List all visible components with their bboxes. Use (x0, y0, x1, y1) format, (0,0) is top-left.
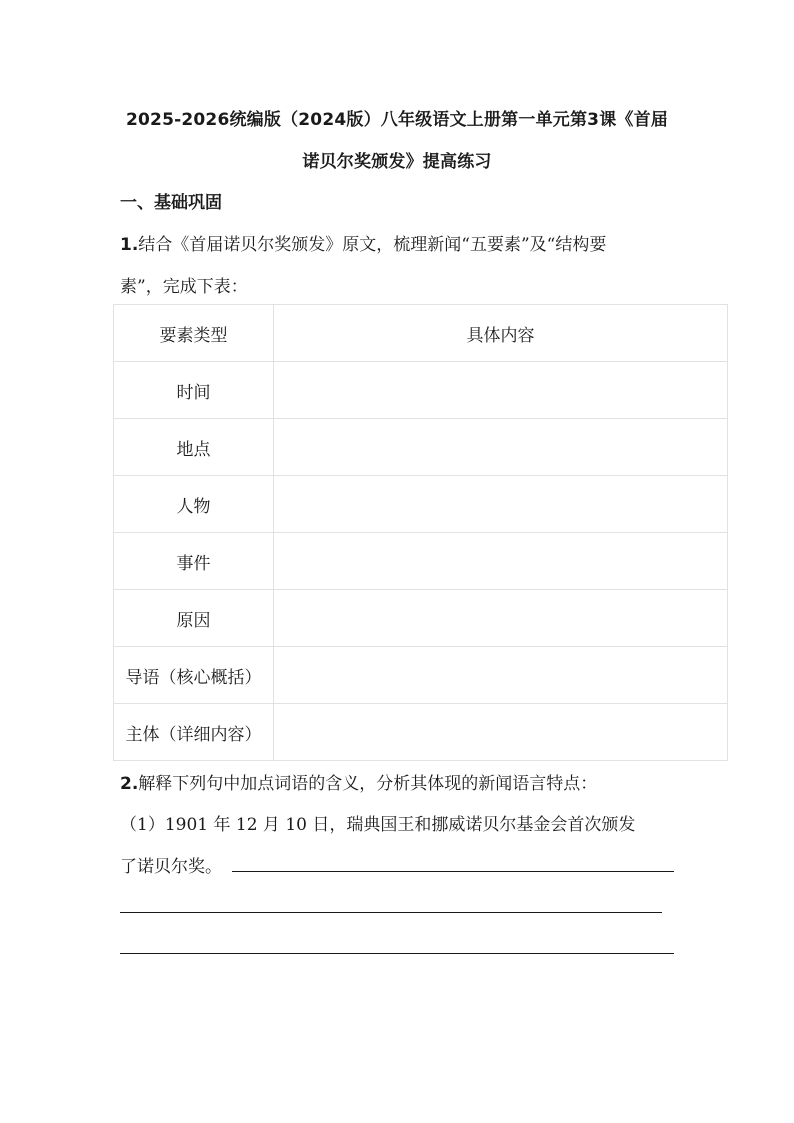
question-1-number: 1. (120, 235, 139, 255)
answer-cell-event[interactable] (274, 533, 728, 590)
question-1-line-2: 素”，完成下表： (120, 277, 248, 297)
answer-blank-line-3[interactable] (120, 953, 674, 954)
answer-cell-people[interactable] (274, 476, 728, 533)
answer-cell-lead[interactable] (274, 647, 728, 704)
table-row (114, 362, 728, 419)
row-label-lead: 导语（核心概括） (114, 647, 274, 704)
row-label-body: 主体（详细内容） (114, 704, 274, 761)
row-label-event: 事件 (114, 533, 274, 590)
table-row (114, 419, 728, 476)
header-element-type: 要素类型 (114, 305, 274, 362)
question-2-line (120, 769, 597, 794)
row-label-time: 时间 (114, 362, 274, 419)
header-specific-content: 具体内容 (274, 305, 728, 362)
table-row (114, 647, 728, 704)
news-elements-table (113, 304, 728, 761)
question-2-text: 解释下列句中加点词语的含义，分析其体现的新闻语言特点： (138, 774, 598, 794)
answer-blank-line-1[interactable] (232, 871, 674, 872)
answer-cell-place[interactable] (274, 419, 728, 476)
answer-cell-body[interactable] (274, 704, 728, 761)
document-title-line-1: 2025-2026统编版（2024版）八年级语文上册第一单元第3课《首届 (125, 110, 669, 130)
answer-blank-line-2[interactable] (120, 912, 662, 913)
table-row (114, 476, 728, 533)
table-row (114, 704, 728, 761)
question-2-sub-1-line-2: 了诺贝尔奖。 (120, 857, 222, 877)
document-title-line-2: 诺贝尔奖颁发》提高练习 (302, 152, 492, 172)
question-2-sub-1-line-1: （1）1901 年 12 月 10 日，瑞典国王和挪威诺贝尔基金会首次颁发 (120, 815, 636, 835)
question-2-number: 2. (120, 774, 139, 794)
table-header-row (114, 305, 728, 362)
question-1-text: 结合《首届诺贝尔奖颁发》原文，梳理新闻“五要素”及“结构要 (138, 235, 607, 255)
row-label-people: 人物 (114, 476, 274, 533)
answer-cell-cause[interactable] (274, 590, 728, 647)
section-heading-basic: 一、基础巩固 (120, 193, 222, 213)
table-row (114, 590, 728, 647)
table-row (114, 533, 728, 590)
row-label-cause: 原因 (114, 590, 274, 647)
answer-cell-time[interactable] (274, 362, 728, 419)
row-label-place: 地点 (114, 419, 274, 476)
question-1-line-1 (120, 230, 606, 255)
